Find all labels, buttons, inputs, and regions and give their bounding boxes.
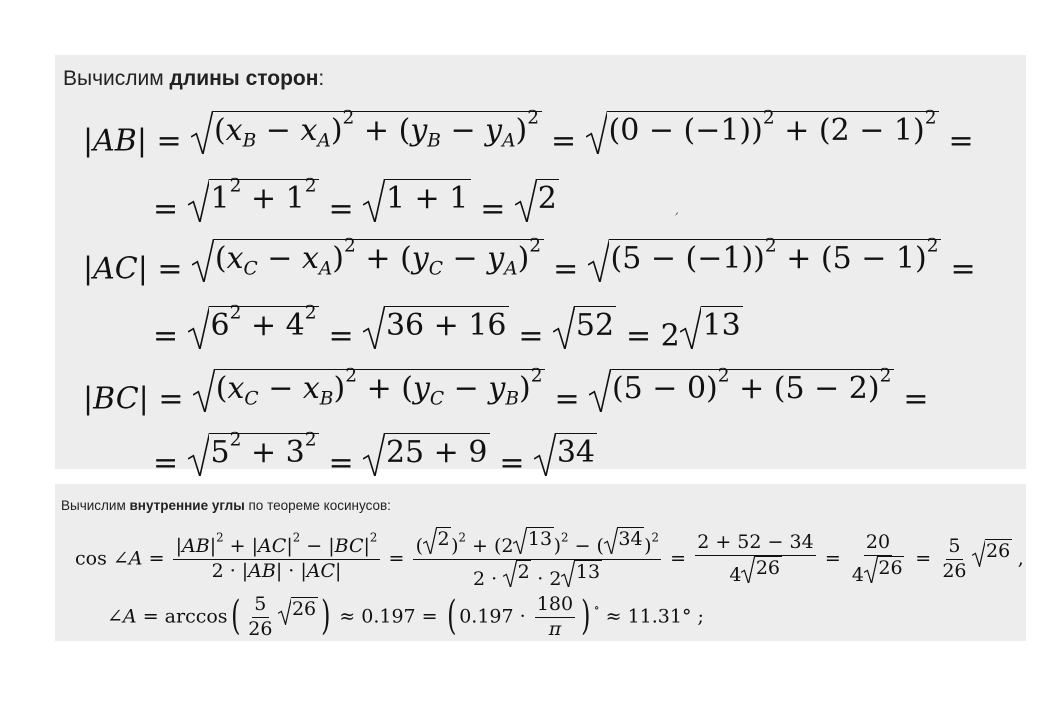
bc-equation-line1: |BC| = $(x_C - x_B)^2 + (y_C - y_B)^2$ = $(5 - 0)^2 + (5 - 2)^2$ = <box>83 365 929 417</box>
angles-intro-bold: внутренние углы <box>129 498 245 513</box>
lengths-intro-prefix: Вычислим <box>63 67 170 90</box>
angle-equation: ∠A = arccos( $\frac{5}{26}$ 26 ) ≈ 0.197 = ( 0.197 · $\frac{180}{\pi}$ ) ∘ ≈ 11.31° ; <box>107 593 704 640</box>
cos-equation: cos ∠A = $\frac{|AB|^2 + |AC|^2 - |BC|^2}{2 \cdot |AB| \cdot |AC|}$ = ( 2 )$^2$ + (2 13 )$^2$ − ( 34 )$^2$ 2 · 2 · 2 13 = 2 + 52 − 34 4 26 = 20 4 26 = $\frac{5}{26}$ 26 , <box>75 528 1024 590</box>
lengths-intro-bold: длины сторон <box>169 67 319 90</box>
ac-equation-line1: |AC| = $(x_C - x_A)^2 + (y_C - y_A)^2$ = $(5 - (-1))^2 + (5 - 1)^2$ = <box>83 235 976 287</box>
angles-intro <box>61 498 391 513</box>
stray-mark: , <box>675 203 679 217</box>
lengths-section <box>55 55 1026 481</box>
lengths-intro-suffix: : <box>318 67 325 90</box>
angles-intro-prefix: Вычислим <box>61 498 130 513</box>
angles-intro-suffix: по теореме косинусов: <box>244 498 391 513</box>
ac-equation-line2: = $6^2 + 4^2$ = 36 + 16 = 52 = 2 13 <box>153 306 743 352</box>
ab-equation-line1: |AB| = $(x_B - x_A)^2 + (y_B - y_A)^2$ = $(0 - (-1))^2 + (2 - 1)^2$ = <box>83 107 974 159</box>
bc-equation-line2: = $5^2 + 3^2$ = 25 + 9 = 34 <box>153 433 597 479</box>
ab-equation-line2: = $1^2 + 1^2$ = 1 + 1 = 2 <box>153 179 559 225</box>
angles-section <box>55 484 1026 641</box>
lengths-intro <box>63 67 324 91</box>
